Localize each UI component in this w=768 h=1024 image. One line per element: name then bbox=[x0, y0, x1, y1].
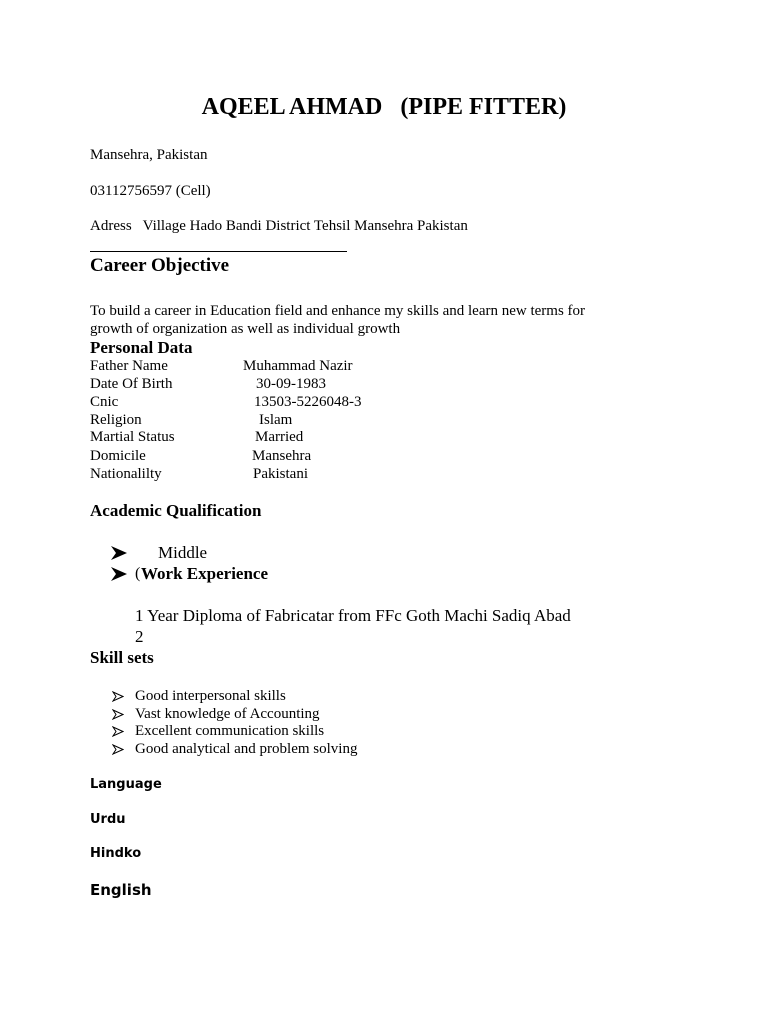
language-heading: Language bbox=[90, 777, 162, 792]
skill-item: Good interpersonal skills bbox=[135, 688, 286, 704]
academic-qualification-heading: Academic Qualification bbox=[90, 501, 262, 520]
pd-label-father-name: Father Name bbox=[90, 358, 168, 374]
skill-item: Vast knowledge of Accounting bbox=[135, 706, 320, 722]
pd-label-cnic: Cnic bbox=[90, 394, 119, 410]
pd-value-date-of-birth: 30-09-1983 bbox=[256, 376, 326, 392]
arrowhead-bullet-icon bbox=[111, 567, 127, 581]
skill-item: Good analytical and problem solving bbox=[135, 741, 358, 757]
pd-label-nationality: Nationalilty bbox=[90, 466, 162, 482]
work-experience-detail-line2: 2 bbox=[135, 627, 144, 646]
pd-value-domicile: Mansehra bbox=[252, 448, 312, 464]
language-item-english: English bbox=[90, 881, 152, 899]
career-objective-heading: Career Objective bbox=[90, 255, 230, 276]
arrowhead-outline-bullet-icon bbox=[112, 744, 124, 755]
header-divider bbox=[90, 251, 347, 252]
career-objective-text: To build a career in Education field and enhance my skills and learn new terms for growth of organization as well as individual growth bbox=[90, 303, 586, 337]
pd-label-date-of-birth: Date Of Birth bbox=[90, 376, 173, 392]
arrowhead-outline-bullet-icon bbox=[112, 726, 124, 737]
pd-label-domicile: Domicile bbox=[90, 448, 146, 464]
pd-value-father-name: Muhammad Nazir bbox=[243, 358, 353, 374]
location-text: Mansehra, Pakistan bbox=[90, 147, 208, 163]
skill-sets-heading: Skill sets bbox=[90, 648, 154, 667]
pd-label-martial-status: Martial Status bbox=[90, 429, 175, 445]
resume-title: AQEEL AHMAD (PIPE FITTER) bbox=[201, 94, 567, 120]
language-item-hindko: Hindko bbox=[90, 846, 142, 861]
arrowhead-bullet-icon bbox=[111, 546, 127, 560]
academic-item-middle: Middle bbox=[158, 543, 208, 562]
work-experience-heading: Work Experience bbox=[141, 564, 269, 583]
work-experience-detail: 1 Year Diploma of Fabricatar from FFc Goth Machi Sadiq Abad bbox=[135, 606, 571, 625]
phone-text: 03112756597 (Cell) bbox=[90, 183, 211, 199]
language-item-urdu: Urdu bbox=[90, 812, 126, 827]
address-text: Adress Village Hado Bandi District Tehsil Mansehra Pakistan bbox=[90, 218, 468, 234]
personal-data-heading: Personal Data bbox=[90, 338, 193, 357]
skill-item: Excellent communication skills bbox=[135, 723, 325, 739]
pd-value-martial-status: Married bbox=[255, 429, 304, 445]
pd-value-nationality: Pakistani bbox=[253, 466, 308, 482]
academic-item-prefix: ( bbox=[135, 565, 141, 582]
arrowhead-outline-bullet-icon bbox=[112, 691, 124, 702]
pd-label-religion: Religion bbox=[90, 412, 142, 428]
arrowhead-outline-bullet-icon bbox=[112, 709, 124, 720]
pd-value-cnic: 13503-5226048-3 bbox=[254, 394, 362, 410]
pd-value-religion: Islam bbox=[259, 412, 293, 428]
